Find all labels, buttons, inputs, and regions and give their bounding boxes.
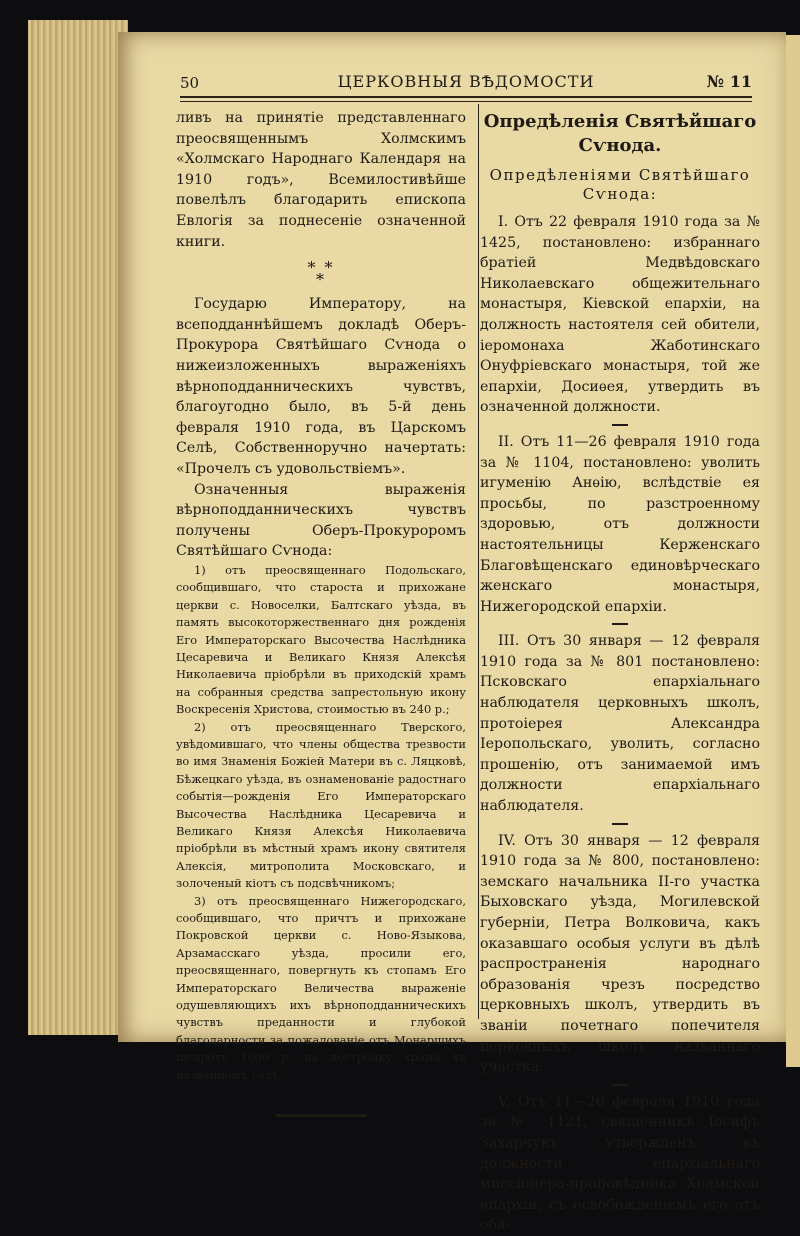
- decision-4: IV. Отъ 30 января — 12 февраля 1910 года за № 800, постановлено: земскаго начальника II-го участка Быховскаго уѣзда, Могилевской губерніи, Петра Волковича, какъ оказавшаго особыя услуги въ дѣлѣ распространенія народнаго образованія чрезъ посредство церковныхъ школъ, утвердить въ званіи почетнаго попечителя церковныхъ школъ названнаго участка.: [480, 832, 760, 1076]
- section-subtitle: Опредѣленіями Святѣйшаго Сѵнода:: [489, 166, 751, 203]
- book-page-edges: [28, 20, 128, 1035]
- left-paragraph-2: Государю Императору, на всеподданнѣйшемъ докладѣ Оберъ-Прокурора Святѣйшаго Сѵнода о нижеизложенныхъ выраженіяхъ вѣрноподданническихъ чувствъ, благоугодно было, въ 5-й день февраля 1910 года, въ Царскомъ Селѣ, Собственноручно начертать: «Прочелъ съ удовольствіемъ».: [176, 296, 466, 477]
- separator: [612, 823, 628, 825]
- left-column: [176, 108, 466, 1117]
- end-rule: [276, 1114, 366, 1117]
- header-rule: [180, 96, 752, 102]
- periodical-title: ЦЕРКОВНЫЯ ВѢДОМОСТИ: [337, 72, 595, 91]
- separator: [612, 623, 628, 625]
- page-number: 50: [180, 74, 200, 92]
- column-divider: [478, 104, 479, 1019]
- left-paragraph-3: Означенныя выраженія вѣрноподданническихъ чувствъ получены Оберъ-Прокуроромъ Святѣйшаго Сѵнода:: [176, 481, 466, 560]
- issue-number: № 11: [706, 72, 752, 91]
- section-asterisks: * * *: [307, 258, 335, 290]
- decision-3: III. Отъ 30 января — 12 февраля 1910 года за № 801 постановлено: Псковскаго епархіальнаго наблюдателя церковныхъ школъ, протоіерея Александра Іеропольскаго, уволить, согласно прошенію, отъ занимаемой имъ должности епархіальнаго наблюдателя.: [480, 633, 760, 815]
- next-page-edge: [786, 35, 800, 1067]
- left-item-3: 3) отъ преосвященнаго Нижегородскаго, сообщившаго, что причтъ и прихожане Покровской церкви с. Ново-Языкова, Арзамасскаго уѣзда, просили его, преосвященнаго, повергнуть къ стопамъ Его Императорскаго Величества выраженіе одушевляющихъ ихъ вѣрноподданническихъ чувствъ преданности и глубокой благодарности за пожалованіе отъ Монаршихъ щедротъ 1000 р. на достройку храма въ названномъ селѣ.: [176, 893, 466, 1082]
- decision-2: II. Отъ 11—26 февраля 1910 года за № 1104, постановлено: уволить игуменію Анѳію, вслѣдствіе ея просьбы, по разстроенному здоровью, отъ должности настоятельницы Керженскаго Благовѣщенскаго единовѣрческаго женскаго монастыря, Нижегородской епархіи.: [480, 433, 760, 615]
- newspaper-page: [118, 32, 786, 1234]
- left-item-2: 2) отъ преосвященнаго Тверского, увѣдомившаго, что члены общества трезвости во имя Знаменія Божіей Матери въ с. Ляцковѣ, Бѣжецкаго уѣзда, въ ознаменованіе радостнаго событія—рожденія Его Императорскаго Высочества Наслѣдника Цесаревича и Великаго Князя Алексѣя Николаевича пріобрѣли въ мѣстный храмъ икону святителя Алексія, митрополита Московскаго, и золоченый кіотъ съ подсвѣчникомъ;: [176, 719, 466, 891]
- separator: [612, 1084, 628, 1086]
- left-paragraph-1: ливъ на принятіе представленнаго преосвященнымъ Холмскимъ «Холмскаго Народнаго Календаря на 1910 годъ», Всемилостивѣйше повелѣлъ благодарить епископа Евлогія за поднесеніе означенной книги.: [176, 110, 466, 250]
- decision-1: I. Отъ 22 февраля 1910 года за № 1425, постановлено: избраннаго братіей Медвѣдовскаго Николаевскаго общежительнаго монастыря, Кіевской епархіи, на должность настоятеля сей обители, іеромонаха Жаботинскаго Онуфріевскаго монастыря, той же епархіи, Досиѳея, утвердить въ означенной должности.: [480, 214, 760, 416]
- decision-5: V. Отъ 11—26 февраля 1910 года за № 1121, священникъ Іосифъ Захарчукъ утвержденъ въ должности епархіальнаго миссіонера-проповѣдника Холмской епархіи, съ освобожденіемъ его отъ обя-: [480, 1093, 760, 1234]
- left-item-1: 1) отъ преосвященнаго Подольскаго, сообщившаго, что староста и прихожане церкви с. Новоселки, Балтскаго уѣзда, въ память высокоторжественнаго дня рожденія Его Императорскаго Высочества Наслѣдника Цесаревича и Великаго Князя Алексѣя Николаевича пріобрѣли въ приходскій храмъ на собранныя средства запрестольную икону Воскресенія Христова, стоимостью въ 240 р.;: [176, 562, 466, 717]
- section-title: Опредѣленія Святѣйшаго Сѵнода.: [483, 111, 757, 156]
- page-header: [180, 70, 752, 94]
- separator: [612, 424, 628, 426]
